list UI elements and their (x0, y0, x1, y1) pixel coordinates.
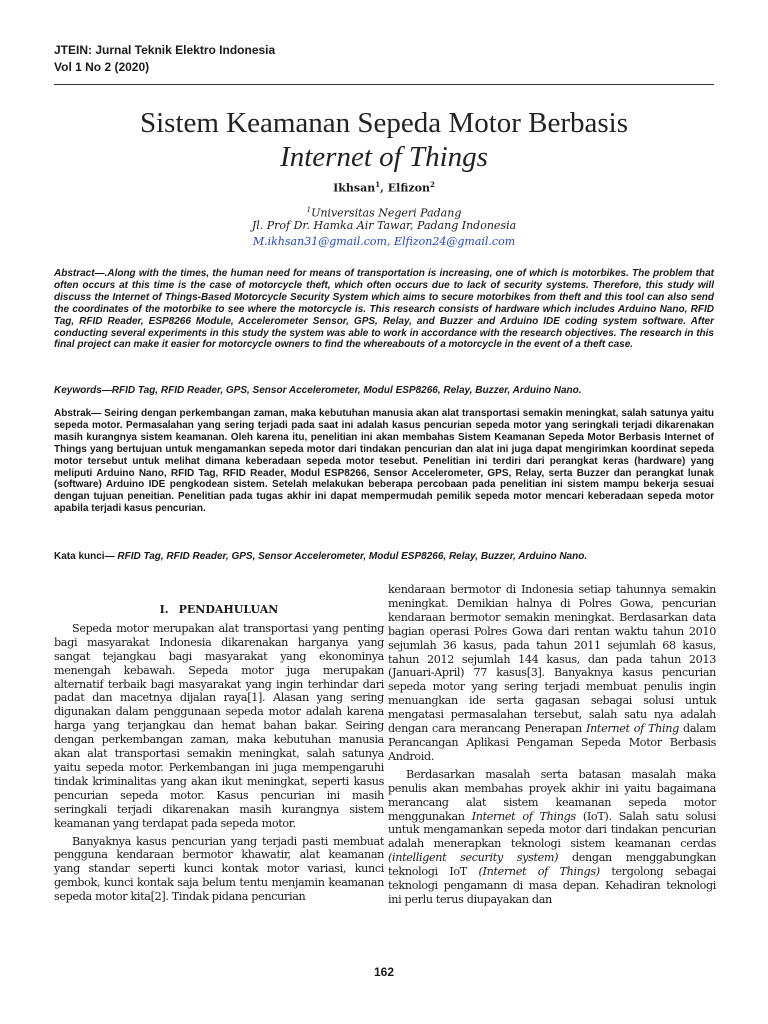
affiliation-mark: 1 (306, 206, 312, 214)
keywords-indonesian (54, 551, 714, 563)
header-rule (54, 84, 714, 85)
right-paragraph-1 (388, 583, 716, 764)
keywords-english: Keywords—RFID Tag, RFID Reader, GPS, Sensor Accelerometer, Modul ESP8266, Relay, Buzzer, Arduino Nano. (54, 385, 582, 396)
paper-title-line2: Internet of Things (280, 141, 488, 173)
affiliation-university-text: Universitas Negeri Padang (311, 206, 462, 220)
right-p1-text-a: kendaraan bermotor di Indonesia setiap tahunnya semakin meningkat. Demikian halnya di Polres Gowa, pencurian kendaraan bermotor semakin meningkat. Berdasarkan data bagian operasi Polres Gowa dari rentan waktu tahun 2010 sejumlah 36 kasus, pada tahun 2011 sejumlah 68 kasus, tahun 2012 sejumlah 144 kasus, dan pada tahun 2013 (Januari-April) 77 kasus[3]. Banyaknya kasus pencurian sepeda motor yang sering terjadi membuat penulis ingin menuangkan ide serta gagasan sebagai solusi untuk mengatasi permasalahan tersebut, salah satu nya adalah dengan cara merancang Penerapan (388, 583, 716, 736)
right-p1-italic: Internet of Thing (586, 722, 679, 736)
right-p2-text-a: Berdasarkan masalah serta batasan masalah maka penulis akan membahas proyek akhir ini yaitu bagaimana merancang alat sistem keamanan sepeda motor menggunakan (388, 767, 716, 823)
left-paragraph-2: Banyaknya kasus pencurian yang terjadi pasti membuat pengguna kendaraan bermotor khawatir, alat keamanan yang standar seperti kunci kontak motor variasi, kunci gembok, kunci kontak saja belum tentu menjamin keamanan sepeda motor kita[2]. Tindak pidana pencurian (54, 834, 384, 904)
section-title: PENDAHULUAN (178, 603, 279, 616)
right-column (388, 583, 716, 911)
journal-name: JTEIN: Jurnal Teknik Elektro Indonesia (54, 43, 276, 57)
abstract-indonesian: Abstrak— Seiring dengan perkembangan zaman, maka kebutuhan manusia akan alat transportasi semakin meningkat, salah satunya yaitu sepeda motor. Permasalahan yang sering terjadi pada saat ini adalah kasus pencurian sepeda motor yang seringkali terjadi dikarenakan masih kurangnya sistem keamanan. Oleh karena itu, penelitian ini akan membahas Sistem Keamanan Sepeda Motor Berbasis Internet of Things yang bertujuan untuk mengamankan sepeda motor dari tindakan pencurian dan alat ini juga dapat mengirimkan koordinat sepeda motor tersebut untuk melihat dimana keberadaan sepeda motor tesebut. Penelitian ini terdiri dari perangkat keras (hardware) yang meliputi Arduino Nano, RFID Tag, RFID Reader, Modul ESP8266, Sensor Accelerometer, GPS, Relay, serta Buzzer dan perangkat lunak (software) Arduino IDE pengkodean sistem. Setelah melakukan beberapa percobaan pada penelitian ini sistem mampu bekerja sesuai dengan tujuan peneitian. Penelitian pada tugas akhir ini dapat mempermudah pemilik sepeda motor mencari keberadaan sepeda motor apabila terjadi kasus pencurian. (54, 408, 714, 515)
right-paragraph-2 (388, 768, 716, 907)
journal-header (54, 42, 275, 76)
right-p1-text-b: dalam Perancangan Aplikasi Pengaman Sepeda Motor Berbasis Android. (388, 722, 716, 763)
author-1-mark: 1 (375, 180, 381, 189)
section-number: I. (159, 603, 169, 616)
affiliation-address: Jl. Prof Dr. Hamka Air Tawar, Padang Indonesia (251, 219, 517, 232)
keywords-indonesian-text: RFID Tag, RFID Reader, GPS, Sensor Accelerometer, Modul ESP8266, Relay, Buzzer, Arduino Nano. (117, 551, 588, 562)
page-number: 162 (373, 965, 395, 979)
authors (54, 180, 714, 195)
author-2-mark: 2 (429, 180, 435, 189)
left-paragraph-1: Sepeda motor merupakan alat transportasi yang penting bagi masyarakat Indonesia dikarenakan harganya yang sangat tejangkau bagi masyarakat yang ekonominya menengah kebawah. Sepeda motor juga merupakan alternatif terbaik bagi masyarakat yang ingin terhindar dari padat dan macetnya dijalan raya[1]. Alasan yang sering digunakan dalam penggunaan sepeda motor adalah karena harga yang terjangkau dan hemat bahan bakar. Seiring dengan perkembangan zaman, maka kebutuhan manusia akan alat transportasi semakin meningkat, salah satunya yaitu sepeda motor. Perkembangan ini juga mempengaruhi tindak kriminalitas yang akan ikut meningkat, seperti kasus pencurian sepeda motor. Kasus pencurian ini masih seringkali terjadi dikarenakan masih kurangnya sistem keamanan yang terdapat pada sepeda motor. (54, 621, 384, 830)
right-p2-italic-1: Internet of Things (471, 809, 576, 823)
right-p2-italic-3: (Internet of Things) (478, 865, 600, 879)
abstract-english: Abstract—.Along with the times, the human need for means of transportation is increasing, one of which is motorbikes. The problem that often occurs at this time is the case of motorcycle theft, which often occurs due to lack of security systems. Therefore, this study will discuss the Internet of Things-Based Motorcycle Security System which aims to secure motorbikes from theft and this tool can also send the coordinates of the motorbike to see where the motorcycle is. This research consists of hardware which includes Arduino Nano, RFID Tag, RFID Reader, ESP8266 Module, Accelerometer Sensor, GPS, Relay, and Buzzer and Arduino IDE coding system software. After conducting several experiments in this study the system was able to work in accordance with the research objectives. The research in this final project can make it easier for motorcycle owners to find the whereabouts of a motorcycle in the event of a theft case. (54, 268, 714, 351)
right-p2-text-d: tergolong sebagai teknologi pengamann di masa depan. Kehadiran teknologi ini perlu terus diupayakan dan (388, 865, 716, 906)
right-p2-text-b: (IoT). Salah satu solusi untuk mengamankan sepeda motor dari tindakan pencurian adalah menerapkan teknologi sistem keamanan cerdas (388, 809, 716, 851)
author-separator: , (380, 181, 388, 195)
left-column (54, 603, 384, 908)
right-p2-italic-2: (intelligent security system) (388, 851, 559, 865)
section-heading (54, 603, 384, 617)
journal-volume: Vol 1 No 2 (2020) (54, 60, 150, 74)
author-2: Elfizon (387, 181, 430, 195)
author-emails[interactable]: M.ikhsan31@gmail.com, Elfizon24@gmail.com (252, 235, 516, 248)
paper-title-line1: Sistem Keamanan Sepeda Motor Berbasis (139, 107, 629, 139)
keywords-indonesian-label: Kata kunci— (54, 551, 118, 562)
right-p2-text-c: dengan menggabungkan teknologi IoT (388, 851, 716, 879)
author-1: Ikhsan (333, 181, 376, 195)
